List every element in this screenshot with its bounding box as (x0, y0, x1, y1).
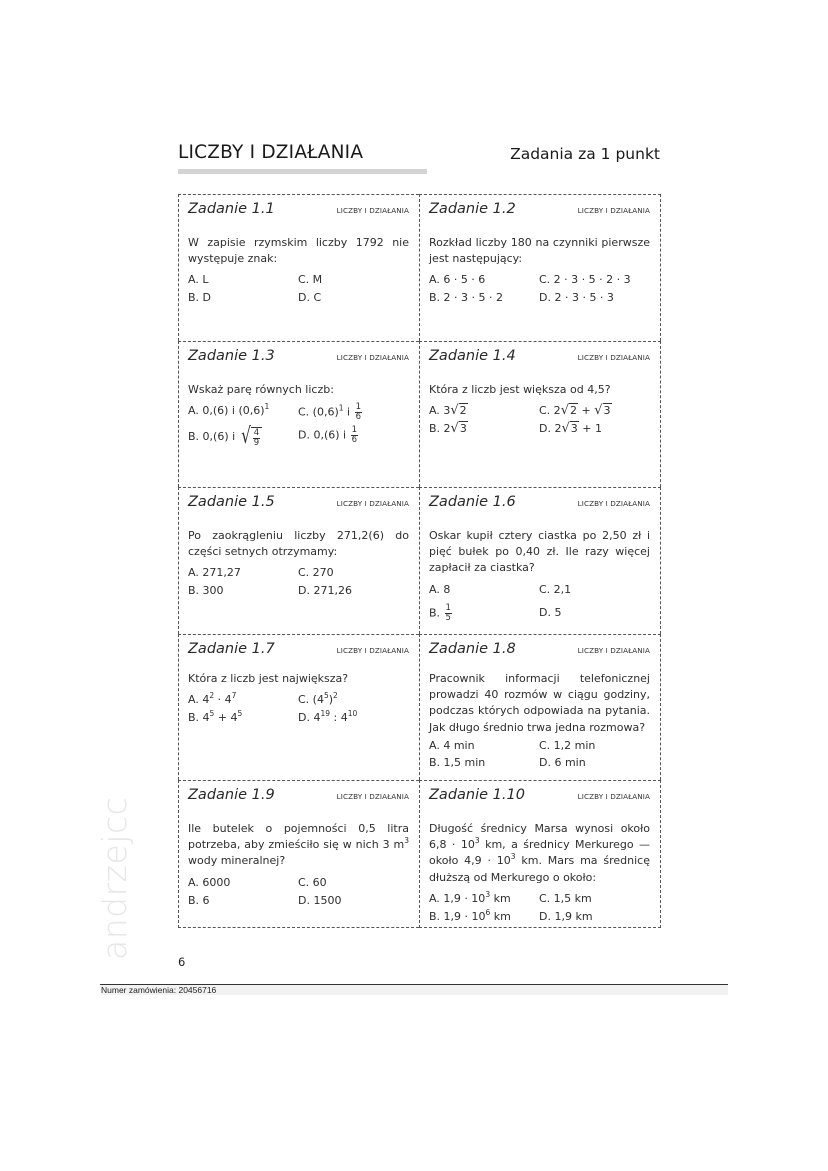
numerator: 1 (351, 425, 358, 436)
option-text: B. 0,(6) i (188, 430, 239, 444)
option-text: A. 1,9 · 10 (429, 891, 486, 905)
task-card-1-10 (419, 780, 661, 928)
denominator: 6 (355, 412, 362, 423)
exponent: 6 (485, 907, 491, 917)
denominator: 9 (253, 438, 260, 449)
option-b: B. 6 (188, 893, 210, 907)
option-text: B. (429, 606, 444, 620)
option-text: B. 2 (429, 422, 451, 436)
task-title: Zadanie 1.10 (429, 787, 525, 803)
task-category: LICZBY I DZIAŁANIA (577, 206, 650, 215)
option-text: C. (0,6) (298, 405, 339, 419)
option-b (429, 909, 539, 925)
radical-sign-icon: √ (560, 403, 569, 419)
task-card-1-6 (419, 487, 661, 634)
option-a (429, 403, 539, 419)
radical-sign-icon: √ (594, 403, 603, 419)
page-title: LICZBY I DZIAŁANIA (178, 142, 364, 163)
exponent: 19 (320, 709, 331, 719)
option-text: B. 4 (188, 711, 210, 725)
answer-options (429, 738, 650, 771)
task-question (188, 821, 413, 870)
task-title: Zadanie 1.7 (188, 641, 275, 657)
option-c: C. M (298, 273, 323, 287)
radicand: 3 (459, 422, 467, 436)
option-text: B. 1,9 · 10 (429, 909, 486, 923)
option-a: A. 6 · 5 · 6 (429, 273, 486, 287)
task-title: Zadanie 1.2 (429, 201, 516, 217)
question-text: wody mineralnej? (188, 838, 413, 868)
numerator: 4 (253, 428, 260, 439)
option-text: C. (4 (298, 693, 324, 707)
task-card-1-5 (178, 487, 419, 634)
exponent: 5 (323, 691, 329, 701)
task-question: Po zaokrągleniu liczby 271,2(6) do części setnych otrzymamy: (188, 529, 409, 559)
task-category: LICZBY I DZIAŁANIA (577, 646, 650, 655)
option-text: i (343, 405, 354, 419)
task-title: Zadanie 1.6 (429, 494, 516, 510)
answer-options (429, 891, 650, 925)
option-a: A. 8 (429, 582, 451, 596)
option-b: B. 1,5 min (429, 755, 486, 769)
task-card-1-2 (419, 194, 661, 341)
option-text: + (577, 404, 595, 418)
denominator: 5 (445, 612, 451, 623)
option-d (298, 710, 408, 726)
task-card-1-3 (178, 341, 419, 487)
task-category: LICZBY I DZIAŁANIA (336, 792, 409, 801)
task-title: Zadanie 1.3 (188, 348, 275, 364)
option-d: D. 1500 (298, 893, 342, 907)
option-text: + 4 (214, 711, 238, 725)
answer-options (429, 272, 650, 306)
option-a: A. 6000 (188, 875, 231, 889)
question-text: km. Mars ma średnicę dłuższą od Merkurego o około: (429, 854, 654, 884)
task-question: Która z liczb jest większa od 4,5? (429, 383, 611, 396)
task-card-1-8 (419, 634, 661, 780)
page-subtitle: Zadania za 1 punkt (510, 145, 660, 163)
option-a (188, 692, 298, 708)
square-root (561, 403, 578, 419)
option-text: : 4 (330, 711, 348, 725)
radicand: 3 (570, 422, 578, 436)
answer-options (188, 403, 409, 448)
option-b (188, 426, 298, 448)
option-text: D. 4 (298, 711, 321, 725)
task-grid (178, 194, 661, 928)
option-b: B. 300 (188, 584, 224, 598)
task-question: Pracownik informacji telefonicznej prowadzi 40 rozmów w ciągu godziny, podczas których odpowiada na pytania. Jak długo średnio trwa jedna rozmowa? (429, 672, 650, 734)
watermark: andrzejcc (95, 796, 134, 960)
square-root (239, 426, 262, 448)
option-c: C. 270 (298, 566, 334, 580)
option-c: C. 60 (298, 875, 327, 889)
option-text: + 1 (578, 422, 602, 436)
radical-sign-icon: √ (450, 421, 459, 437)
answer-options (188, 565, 409, 599)
exponent: 3 (404, 836, 409, 846)
option-text: C. 2 (539, 404, 561, 418)
radicand: 3 (603, 404, 611, 418)
option-d (298, 426, 408, 448)
option-c (298, 403, 408, 422)
square-root (451, 421, 468, 437)
option-a: A. 4 min (429, 738, 475, 752)
option-text: km (490, 891, 511, 905)
option-d: D. 1,9 km (539, 909, 593, 923)
radicand: 2 (459, 404, 467, 418)
option-a: A. 271,27 (188, 566, 241, 580)
exponent: 5 (209, 709, 215, 719)
option-d: D. 271,26 (298, 584, 352, 598)
denominator: 6 (351, 435, 358, 446)
option-a: A. L (188, 273, 209, 287)
square-root (450, 403, 467, 419)
option-b (429, 421, 539, 437)
task-category: LICZBY I DZIAŁANIA (577, 499, 650, 508)
question-text: km, a średnicy Merkurego — około 4,9 · 10 (429, 838, 654, 868)
option-d: D. 2 · 3 · 5 · 3 (539, 291, 614, 305)
task-category: LICZBY I DZIAŁANIA (577, 792, 650, 801)
option-b: B. D (188, 291, 212, 305)
option-b (429, 604, 539, 623)
page-number: 6 (178, 955, 186, 969)
answer-options (188, 272, 409, 306)
task-title: Zadanie 1.9 (188, 787, 275, 803)
question-text: Ile butelek o pojemności 0,5 litra potrzeba, aby zmieściło się w nich 3 m (188, 822, 409, 852)
square-root (594, 403, 611, 419)
radical-sign-icon: √ (240, 424, 251, 450)
task-category: LICZBY I DZIAŁANIA (336, 646, 409, 655)
task-title: Zadanie 1.1 (188, 201, 275, 217)
square-root (561, 421, 578, 437)
exponent: 3 (485, 889, 491, 899)
option-d (539, 421, 649, 437)
task-card-1-4 (419, 341, 661, 487)
answer-options (429, 582, 650, 623)
task-category: LICZBY I DZIAŁANIA (577, 353, 650, 362)
exponent: 3 (474, 836, 480, 846)
option-a (188, 403, 298, 422)
task-category: LICZBY I DZIAŁANIA (336, 499, 409, 508)
radicand: 2 (569, 404, 577, 418)
option-text: D. 0,(6) i (298, 428, 350, 442)
option-text: A. 0,(6) i (0,6) (188, 404, 265, 418)
option-c (298, 692, 408, 708)
option-b: B. 2 · 3 · 5 · 2 (429, 291, 504, 305)
option-d: D. 5 (539, 606, 562, 620)
option-c (539, 403, 649, 419)
option-text: A. 3 (429, 404, 451, 418)
task-question: Wskaż parę równych liczb: (188, 383, 334, 396)
fraction (351, 426, 358, 445)
task-category: LICZBY I DZIAŁANIA (336, 206, 409, 215)
order-number: Numer zamówienia: 20456716 (101, 985, 217, 995)
option-text: D. 2 (539, 422, 562, 436)
task-title: Zadanie 1.8 (429, 641, 516, 657)
option-c: C. 1,5 km (539, 891, 592, 905)
option-c: C. 2,1 (539, 582, 572, 596)
exponent: 1 (264, 402, 270, 412)
answer-options (188, 692, 409, 726)
option-c: C. 2 · 3 · 5 · 2 · 3 (539, 273, 631, 287)
numerator: 1 (445, 602, 451, 613)
task-question: Oskar kupił cztery ciastka po 2,50 zł i pięć bułek po 0,40 zł. Ile razy więcej zapłacił za ciastka? (429, 529, 650, 575)
task-question: W zapisie rzymskim liczby 1792 nie występuje znak: (188, 236, 409, 266)
option-text: · 4 (214, 693, 232, 707)
title-underline-bar (178, 169, 427, 174)
exponent: 5 (237, 709, 243, 719)
task-category: LICZBY I DZIAŁANIA (336, 353, 409, 362)
fraction (445, 604, 452, 623)
task-title: Zadanie 1.5 (188, 494, 275, 510)
option-c: C. 1,2 min (539, 738, 596, 752)
radical-sign-icon: √ (561, 421, 570, 437)
option-a (429, 891, 539, 907)
radical-sign-icon: √ (450, 403, 459, 419)
numerator: 1 (355, 402, 362, 413)
exponent: 1 (338, 403, 344, 413)
task-title: Zadanie 1.4 (429, 348, 516, 364)
task-question: Która z liczb jest największa? (188, 672, 349, 685)
answer-options (429, 403, 650, 437)
task-question (429, 821, 654, 886)
fraction (253, 429, 260, 448)
question-text: Długość średnicy Marsa wynosi około 6,8 · 10 (429, 822, 650, 852)
option-d: D. 6 min (539, 755, 586, 769)
task-question: Rozkład liczby 180 na czynniki pierwsze jest następujący: (429, 236, 650, 266)
option-text: ) (328, 693, 334, 707)
exponent: 2 (209, 691, 215, 701)
fraction (355, 403, 362, 422)
option-text: km (490, 909, 511, 923)
answer-options (188, 875, 409, 909)
exponent: 3 (510, 852, 516, 862)
option-text: A. 4 (188, 693, 210, 707)
task-card-1-7 (178, 634, 419, 780)
option-d: D. C (298, 291, 322, 305)
task-card-1-1 (178, 194, 419, 341)
exponent: 2 (333, 691, 338, 701)
option-b (188, 710, 298, 726)
exponent: 10 (347, 709, 358, 719)
exponent: 7 (231, 691, 237, 701)
task-card-1-9 (178, 780, 419, 928)
